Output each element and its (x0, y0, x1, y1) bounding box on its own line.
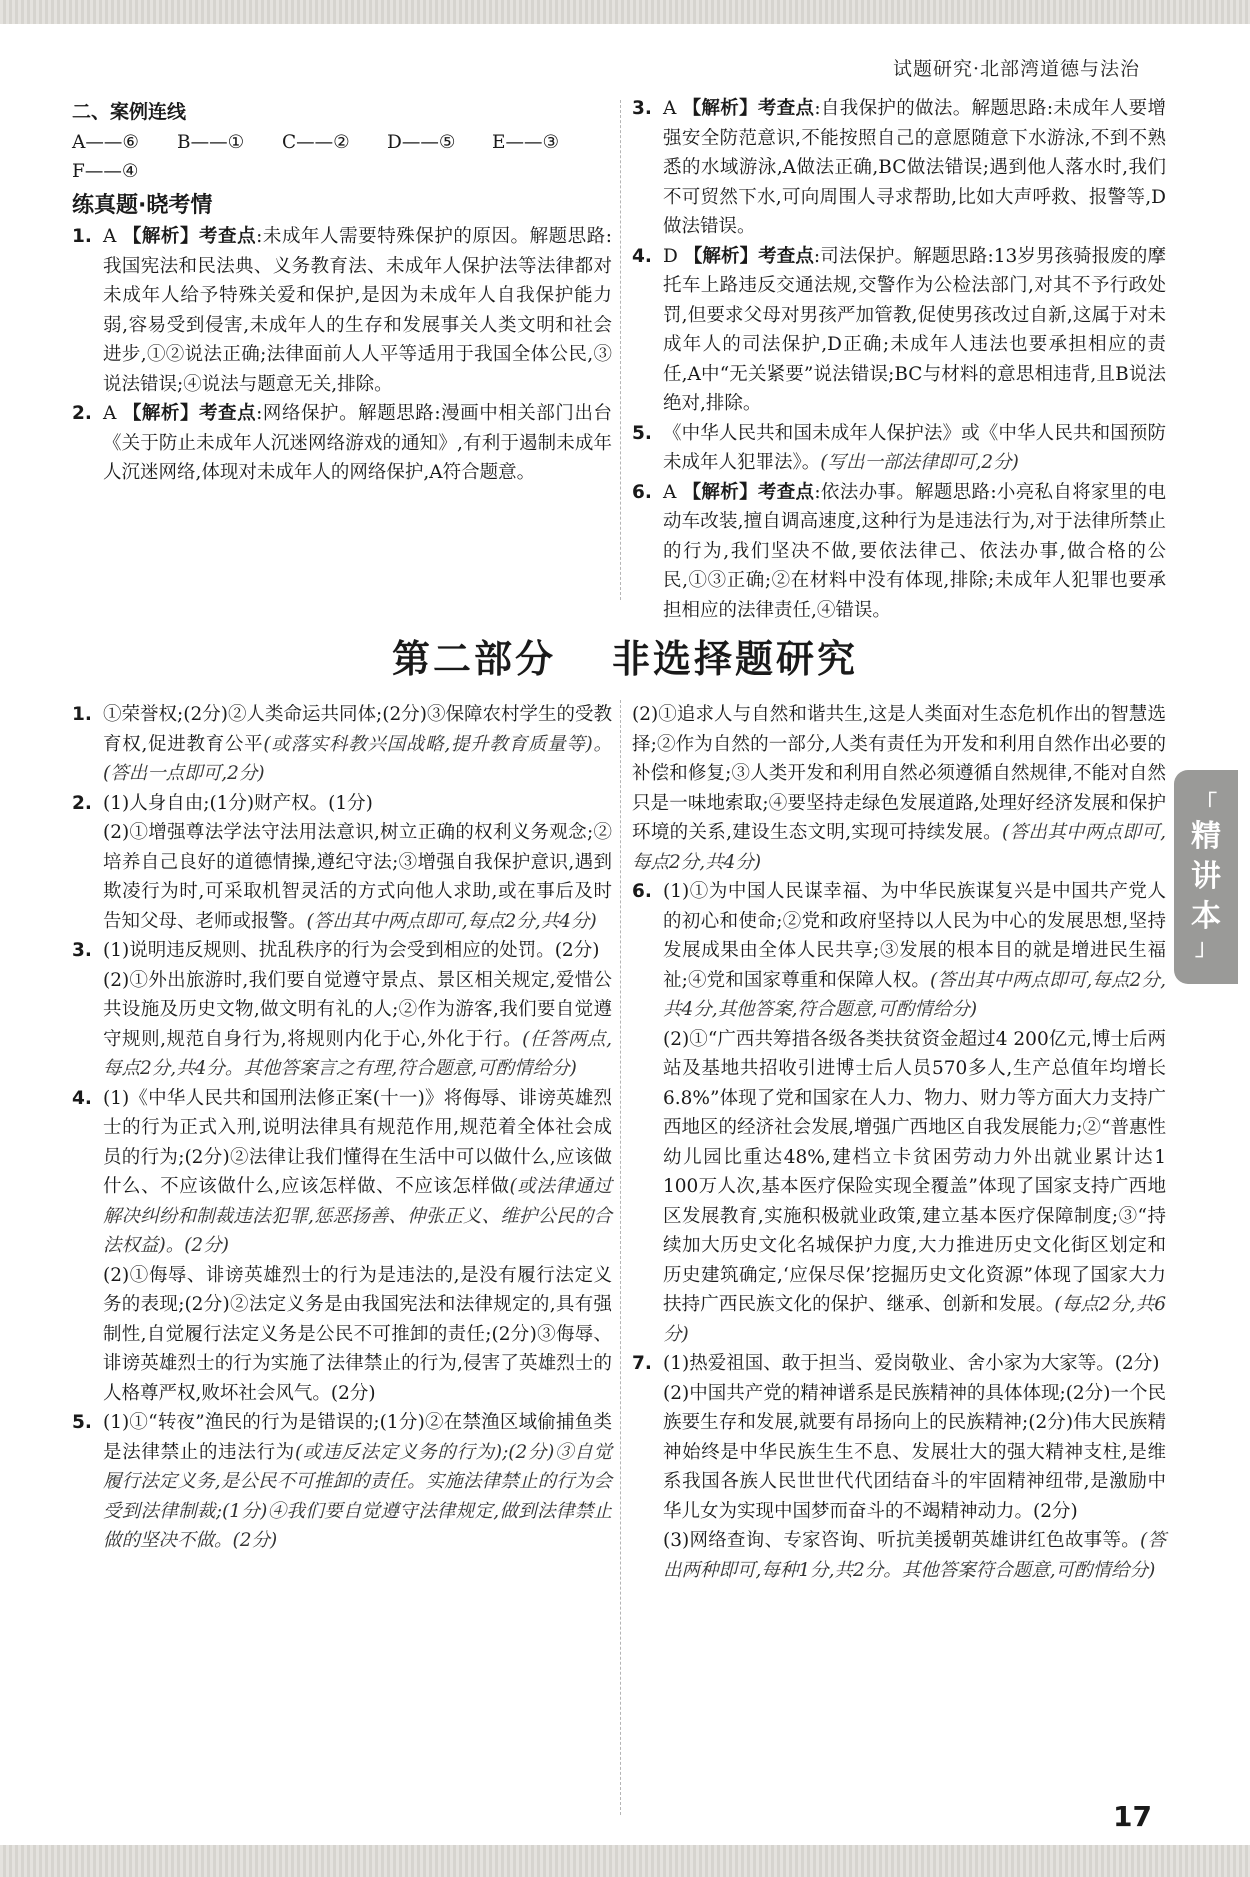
answer-part (103, 1084, 612, 1261)
answer-item (72, 1084, 612, 1409)
scan-edge-top (0, 0, 1250, 24)
answer-text: (2)①“广西共筹措各级各类扶贫资金超过4 200亿元,博士后两站及基地共招收引进博士后人员570多人,生产总值年均增长6.8%”体现了党和国家在人力、物力、财力等方面大力支持广西地区的经济社会发展,增强广西地区自我发展能力;②“普惠性幼儿园比重达48%,建档立卡贫困劳动力外出就业累计达1 100万人次,基本医疗保险实现全覆盖”体现了国家支持广西地区发展教育,实施积极就业政策,建立基本医疗保障制度;③“持续加大历史文化名城保护力度,大力推进历史文化街区划定和历史建筑确定,‘应保尽保’挖掘历史文化资源”体现了国家大力扶持广西民族文化的保护、继承、创新和发展。 (663, 1028, 1166, 1315)
answer-part (103, 700, 612, 789)
scoring-note: (任答两点,每点2分,共4分。其他答案言之有理,符合题意,可酌情给分) (103, 1028, 612, 1079)
page-number: 17 (1113, 1800, 1152, 1833)
tab-char: 精 (1191, 819, 1221, 854)
answer-part (663, 1349, 1166, 1379)
answer-part (632, 700, 1166, 877)
part-number: 第二部分 (391, 637, 556, 681)
answer-item (72, 700, 612, 789)
item-text: 《中华人民共和国未成年人保护法》或《中华人民共和国预防未成年人犯罪法》。 (663, 422, 1166, 473)
answer-item (632, 242, 1166, 419)
answer-part (103, 966, 612, 1084)
part-name: 非选择题研究 (612, 637, 859, 681)
item-answer: D (663, 245, 678, 267)
scoring-note: (答出其中两点即可,每点2分,共4分) (632, 822, 1167, 873)
scan-edge-bottom (0, 1845, 1250, 1877)
item-tag: 【解析】考查点 (122, 403, 257, 424)
answer-part (103, 1408, 612, 1556)
answer-text: (2)①追求人与自然和谐共生,这是人类面对生态危机作出的智慧选择;②作为自然的一部分,人类有责任为开发和利用自然作出必要的补偿和修复;③人类开发和利用自然必须遵循自然规律,不能对自然只是一味地索取;④要坚持走绿色发展道路,处理好经济发展和保护环境的关系,建设生态文明,实现可持续发展。 (632, 704, 1166, 843)
item-text: :自我保护的做法。解题思路:未成年人要增强安全防范意识,不能按照自己的意愿随意下水游泳,不到不熟悉的水域游泳,A做法正确,BC做法错误;遇到他人落水时,我们不可贸然下水,可向周围人寻求帮助,比如大声呼救、报警等,D做法错误。 (663, 98, 1166, 237)
item-number: 5. (72, 1412, 92, 1433)
item-number: 4. (72, 1087, 92, 1109)
scoring-note: (答出其中两点即可,每点2分,共4分,其他答案,符合题意,可酌情给分) (663, 969, 1166, 1020)
item-text: :未成年人需要特殊保护的原因。解题思路:我国宪法和民法典、义务教育法、未成年人保护法等法律都对未成年人给予特殊关爱和保护,是因为未成年人自我保护能力弱,容易受到侵害,未成年人的生存和发展事关人类文明和社会进步,①②说法正确;法律面前人人平等适用于我国全体公民,③说法错误;④说法与题意无关,排除。 (103, 226, 612, 395)
side-tab (1174, 770, 1238, 984)
answer-item (72, 222, 612, 399)
answer-part (663, 1379, 1166, 1527)
item-answer: A (663, 481, 677, 503)
scoring-note: (或落实科教兴国战略,提升教育质量等)。(答出一点即可,2分) (103, 733, 612, 784)
scoring-note: (或违反法定义务的行为);(2分)③自觉履行法定义务,是公民不可推卸的责任。实施法律禁止的行为会受到法律制裁;(1分)④我们要自觉遵守法律规定,做到法律禁止做的坚决不做。(2分) (103, 1441, 612, 1551)
match-pair: E——③ (492, 131, 560, 153)
match-heading: 二、案例连线 (72, 101, 187, 123)
match-pair: F——④ (72, 161, 139, 182)
column-divider (620, 100, 621, 600)
item-number: 1. (72, 704, 92, 725)
answer-item (72, 789, 612, 937)
tab-char: 本 (1191, 899, 1221, 934)
answer-item (632, 478, 1166, 626)
item-note: (写出一部法律即可,2分) (820, 452, 1019, 473)
item-tag: 【解析】考查点 (682, 481, 815, 503)
answer-item (632, 877, 1166, 1349)
answer-text: (1)《中华人民共和国刑法修正案(十一)》将侮辱、诽谤英雄烈士的行为正式入刑,说明法律具有规范作用,规范着全体社会成员的行为;(2分)②法律让我们懂得在生活中可以做什么,应该做什么、不应该做什么,应该怎样做、不应该怎样做 (103, 1087, 612, 1197)
answer-text: (2)①增强尊法学法守法用法意识,树立正确的权利义务观念;②培养自己良好的道德情操,遵纪守法;③增强自我保护意识,遇到欺凌行为时,可采取机智灵活的方式向他人求助,或在事后及时告知父母、老师或报警。 (103, 822, 612, 932)
match-pair: A——⑥ (72, 131, 139, 153)
item-tag: 【解析】考查点 (122, 226, 257, 247)
answer-part (103, 1261, 612, 1409)
answer-item (632, 419, 1166, 478)
item-number: 2. (72, 792, 92, 814)
item-number: 3. (632, 98, 652, 119)
answer-text: (1)人身自由;(1分)财产权。(1分) (103, 792, 373, 814)
answer-text: (1)热爱祖国、敢于担当、爱岗敬业、舍小家为大家等。(2分) (663, 1353, 1160, 1374)
part-title (0, 628, 1250, 683)
item-number: 6. (632, 881, 652, 902)
match-pair: C——② (282, 131, 350, 153)
answer-part (663, 1526, 1166, 1585)
tab-char: 讲 (1191, 859, 1221, 894)
answer-item (632, 94, 1166, 242)
answer-part (103, 936, 612, 966)
scoring-note: (每点2分,共6分) (663, 1294, 1166, 1345)
item-number: 7. (632, 1353, 652, 1374)
match-row (72, 157, 612, 187)
match-pair: B——① (177, 131, 245, 153)
item-number: 3. (72, 940, 92, 961)
answer-part (103, 789, 612, 819)
answer-text: (2)中国共产党的精神谱系是民族精神的具体体现;(2分)一个民族要生存和发展,就要有昂扬向上的民族精神;(2分)伟大民族精神始终是中华民族生生不息、发展壮大的强大精神支柱,是维系我国各族人民世世代代团结奋斗的牢固精神纽带,是激励中华儿女为实现中国梦而奋斗的不竭精神动力。(2分) (663, 1382, 1166, 1522)
item-answer: A (663, 98, 677, 119)
answer-text: (2)①外出旅游时,我们要自觉遵守景点、景区相关规定,爱惜公共设施及历史文物,做文明有礼的人;②作为游客,我们要自觉遵守规则,规范自身行为,将规则内化于心,外化于行。 (103, 969, 612, 1050)
answer-item (72, 1408, 612, 1556)
answer-item (632, 1349, 1166, 1585)
answer-item (72, 399, 612, 488)
item-text: :司法保护。解题思路:13岁男孩骑报废的摩托车上路违反交通法规,交警作为公检法部门,对其不予行政处罚,但要求父母对男孩严加管教,促使男孩改过自新,这属于对未成年人的司法保护,D正确;未成年人违法也要承担相应的责任,A中“无关紧要”说法错误;BC与材料的意思相违背,且B说法绝对,排除。 (663, 245, 1166, 414)
scoring-note: (或法律通过解决纠纷和制裁违法犯罪,惩恶扬善、伸张正义、维护公民的合法权益)。(2分) (103, 1176, 612, 1256)
answer-text: (1)①为中国人民谋幸福、为中华民族谋复兴是中国共产党人的初心和使命;②党和政府坚持以人民为中心的发展思想,坚持发展成果由全体人民共享;③发展的根本目的就是增进民生福祉;④党和国家尊重和保障人权。 (663, 881, 1166, 991)
item-text: :网络保护。解题思路:漫画中相关部门出台《关于防止未成年人沉迷网络游戏的通知》,有利于遏制未成年人沉迷网络,体现对未成年人的网络保护,A符合题意。 (103, 403, 612, 483)
practice-title: 练真题·晓考情 (72, 192, 213, 218)
section1-left-column (72, 98, 612, 488)
item-answer: A (103, 403, 117, 424)
scoring-note: (答出两种即可,每种1分,共2分。其他答案符合题意,可酌情给分) (663, 1530, 1166, 1581)
item-number: 6. (632, 481, 652, 503)
answer-part (103, 818, 612, 936)
item-number: 4. (632, 245, 652, 267)
answer-item (72, 936, 612, 1084)
answer-text: (2)①侮辱、诽谤英雄烈士的行为是违法的,是没有履行法定义务的表现;(2分)②法定义务是由我国宪法和法律规定的,具有强制性,自觉履行法定义务是公民不可推卸的责任;(2分)③侮辱、诽谤英雄烈士的行为实施了法律禁止的行为,侵害了英雄烈士的人格尊严权,败坏社会风气。(2分) (103, 1264, 612, 1404)
tab-bracket-open: 「 (1194, 792, 1217, 817)
item-number: 5. (632, 422, 652, 444)
tab-bracket-close: 」 (1194, 936, 1217, 961)
item-tag: 【解析】考查点 (682, 98, 815, 119)
section2-right-column (632, 700, 1166, 1585)
item-number: 2. (72, 403, 92, 424)
item-tag: 【解析】考查点 (683, 245, 814, 267)
section1-right-column (632, 94, 1166, 625)
running-head: 试题研究·北部湾道德与法治 (892, 58, 1140, 80)
answer-part (663, 1025, 1166, 1350)
item-answer: A (103, 226, 117, 247)
answer-item-continued (632, 700, 1166, 877)
answer-text: (3)网络查询、专家咨询、听抗美援朝英雄讲红色故事等。 (663, 1530, 1140, 1551)
match-pair: D——⑤ (387, 131, 456, 153)
match-row (72, 128, 612, 158)
answer-part (663, 877, 1166, 1025)
item-number: 1. (72, 226, 92, 247)
section2-left-column (72, 700, 612, 1556)
answer-text: ①荣誉权;(2分)②人类命运共同体;(2分)③保障农村学生的受教育权,促进教育公平 (103, 704, 612, 755)
item-text: :依法办事。解题思路:小亮私自将家里的电动车改装,擅自调高速度,这种行为是违法行为,对于法律所禁止的行为,我们坚决不做,要依法律己、依法办事,做合格的公民,①③正确;②在材料中没有体现,排除;未成年人犯罪也要承担相应的法律责任,④错误。 (663, 481, 1166, 621)
answer-text: (1)①“转夜”渔民的行为是错误的;(1分)②在禁渔区域偷捕鱼类是法律禁止的违法行为 (103, 1412, 612, 1463)
column-divider (620, 700, 621, 1815)
answer-text: (1)说明违反规则、扰乱秩序的行为会受到相应的处罚。(2分) (103, 940, 600, 961)
scoring-note: (答出其中两点即可,每点2分,共4分) (306, 910, 597, 932)
